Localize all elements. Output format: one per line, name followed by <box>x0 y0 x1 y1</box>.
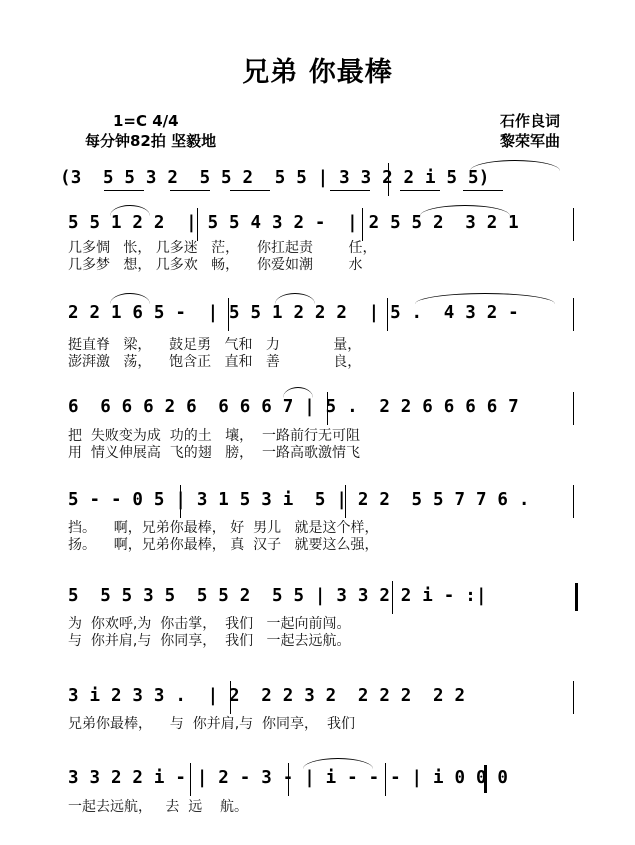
tempo-marking: 每分钟82拍 坚毅地 <box>85 132 217 150</box>
beam <box>170 190 210 191</box>
barline <box>230 681 231 714</box>
barline <box>573 392 574 425</box>
barline <box>288 763 289 796</box>
slur <box>415 293 555 304</box>
beam <box>230 190 270 191</box>
lyric-line-2-verse-2: 几多梦 想， 几多欢 畅， 你爱如潮 水 <box>68 257 363 273</box>
barline <box>385 763 386 796</box>
slur <box>110 205 150 216</box>
slur <box>420 205 510 216</box>
notation-line-7: 3 i 2 3 3 . | 2 2 2 3 2 2 2 2 2 2 <box>68 686 466 706</box>
barline <box>388 163 389 196</box>
lyric-line-7: 兄弟你最棒， 与 你并肩,与 你同享， 我们 <box>68 716 355 732</box>
lyric-line-6-verse-1: 为 你欢呼,为 你击掌， 我们 一起向前闯。 <box>68 616 351 632</box>
notation-line-1: (3 5 5 3 2 5 5 2 5 5 | 3 3 2 2 i 5 5) <box>60 168 490 188</box>
notation-line-5: 5 - - 0 5 | 3 1 5 3 i 5 | 2 2 5 5 7 7 6 . <box>68 490 530 510</box>
beam <box>400 190 440 191</box>
lyric-line-4-verse-1: 把 失败变为成 功的土 壤， 一路前行无可阻 <box>68 428 361 444</box>
lyric-line-3-verse-1: 挺直脊 梁， 鼓足勇 气和 力 量， <box>68 337 362 353</box>
repeat-end-bar <box>575 583 578 611</box>
barline <box>362 208 363 241</box>
lyric-line-8: 一起去远航， 去 远 航。 <box>68 799 249 815</box>
final-bar <box>484 765 487 793</box>
barline <box>345 485 346 518</box>
notation-line-4: 6 6 6 6 2 6 6 6 6 7 | 5 . 2 2 6 6 6 6 7 <box>68 397 519 417</box>
notation-line-8: 3 3 2 2 i - | 2 - 3 - | i - - - | i 0 0 0 <box>68 768 509 788</box>
lyric-line-5-verse-1: 挡。 啊，兄弟你最棒， 好 男儿 就是这个样， <box>68 520 379 536</box>
slur <box>470 160 560 171</box>
barline <box>190 763 191 796</box>
lyric-line-4-verse-2: 用 情义伸展高 飞的翅 膀， 一路高歌激情飞 <box>68 445 361 461</box>
beam <box>463 190 503 191</box>
barline <box>573 208 574 241</box>
lyric-line-6-verse-2: 与 你并肩,与 你同享， 我们 一起去远航。 <box>68 633 351 649</box>
lyric-line-3-verse-2: 澎湃激 荡， 饱含正 直和 善 良， <box>68 354 362 370</box>
beam <box>104 190 144 191</box>
lyricist-credit: 石作良词 <box>500 112 561 130</box>
barline <box>180 485 181 518</box>
slur <box>303 758 373 769</box>
key-signature: 1=C 4/4 <box>113 112 179 130</box>
barline <box>573 681 574 714</box>
slur <box>110 293 150 304</box>
beam <box>330 190 370 191</box>
barline <box>392 581 393 614</box>
barline <box>197 208 198 241</box>
slur <box>283 387 313 398</box>
lyric-line-5-verse-2: 扬。 啊，兄弟你最棒， 真 汉子 就要这么强， <box>68 537 379 553</box>
composer-credit: 黎荣军曲 <box>500 132 561 150</box>
notation-line-3: 2 2 1 6 5 - | 5 5 1 2 2 2 | 5 . 4 3 2 - <box>68 303 519 323</box>
slur <box>275 293 315 304</box>
notation-line-6: 5 5 5 3 5 5 5 2 5 5 | 3 3 2 2 i - :| <box>68 586 487 606</box>
barline <box>573 485 574 518</box>
barline <box>228 298 229 331</box>
barline <box>327 392 328 425</box>
barline <box>387 298 388 331</box>
song-title: 兄弟 你最棒 <box>242 57 393 88</box>
lyric-line-2-verse-1: 几多惆 怅， 几多迷 茫， 你扛起责 任， <box>68 240 377 256</box>
barline <box>573 298 574 331</box>
notation-line-2: 5 5 1 2 2 | 5 5 4 3 2 - | 2 5 5 2 3 2 1 <box>68 213 519 233</box>
